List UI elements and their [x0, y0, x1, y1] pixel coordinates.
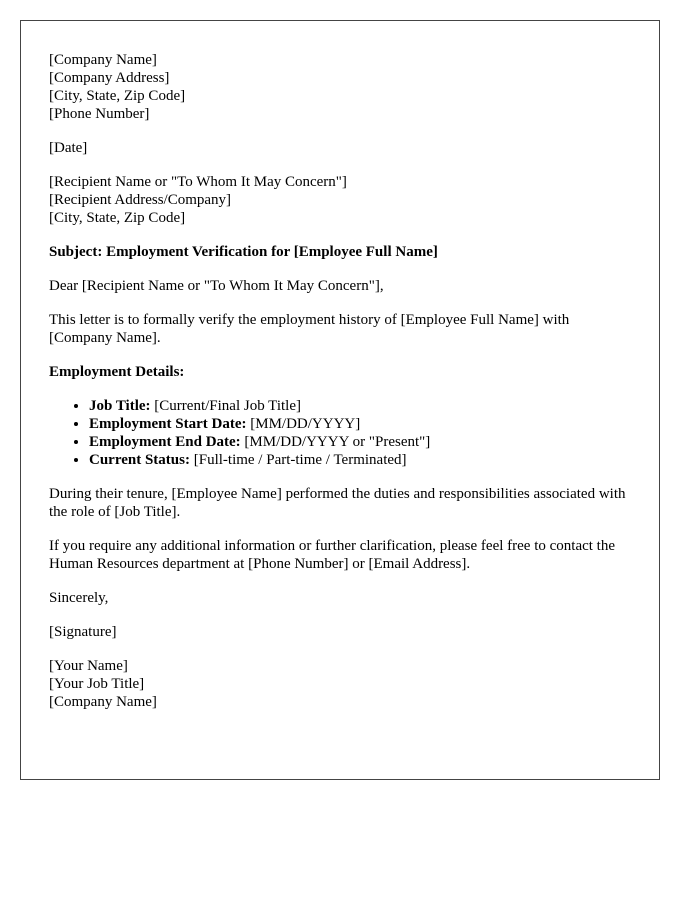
signer-block: [49, 657, 631, 711]
intro-paragraph: This letter is to formally verify the employment history of [Employee Full Name] with [Company Name].: [49, 312, 570, 346]
closing: Sincerely,: [49, 590, 109, 606]
detail-label: Current Status:: [89, 452, 190, 468]
signer-name: [Your Name]: [49, 658, 128, 674]
detail-label: Employment End Date:: [89, 434, 241, 450]
detail-value: [MM/DD/YYYY]: [246, 416, 361, 432]
detail-item-start-date: [89, 415, 631, 433]
detail-label: Employment Start Date:: [89, 416, 247, 432]
detail-label: Job Title:: [89, 398, 151, 414]
detail-item-end-date: [89, 433, 631, 451]
detail-item-current-status: [89, 451, 631, 469]
sender-company-name: [Company Name]: [49, 52, 157, 68]
signer-job-title: [Your Job Title]: [49, 676, 145, 692]
sender-company-address: [Company Address]: [49, 70, 170, 86]
recipient-city-state-zip: [City, State, Zip Code]: [49, 210, 186, 226]
recipient-block: [49, 173, 631, 227]
sender-city-state-zip: [City, State, Zip Code]: [49, 88, 186, 104]
letter-date: [Date]: [49, 140, 88, 156]
detail-value: [MM/DD/YYYY or "Present"]: [240, 434, 431, 450]
recipient-address-company: [Recipient Address/Company]: [49, 192, 232, 208]
detail-item-job-title: [89, 397, 631, 415]
details-list: [49, 397, 631, 469]
tenure-paragraph: During their tenure, [Employee Name] performed the duties and responsibilities associated with the role of [Job Title].: [49, 486, 626, 520]
details-heading: Employment Details:: [49, 364, 185, 380]
subject-line: Subject: Employment Verification for [Employee Full Name]: [49, 244, 438, 260]
salutation: Dear [Recipient Name or "To Whom It May Concern"],: [49, 278, 384, 294]
signer-company-name: [Company Name]: [49, 694, 157, 710]
signature-placeholder: [Signature]: [49, 624, 117, 640]
sender-phone: [Phone Number]: [49, 106, 150, 122]
sender-block: [49, 51, 631, 123]
recipient-name: [Recipient Name or "To Whom It May Concern"]: [49, 174, 347, 190]
detail-value: [Current/Final Job Title]: [150, 398, 301, 414]
contact-paragraph: If you require any additional information or further clarification, please feel free to contact the Human Resources department at [Phone Number] or [Email Address].: [49, 538, 616, 572]
date-block: [49, 139, 631, 157]
detail-value: [Full-time / Part-time / Terminated]: [189, 452, 407, 468]
letter-page: [20, 20, 660, 780]
